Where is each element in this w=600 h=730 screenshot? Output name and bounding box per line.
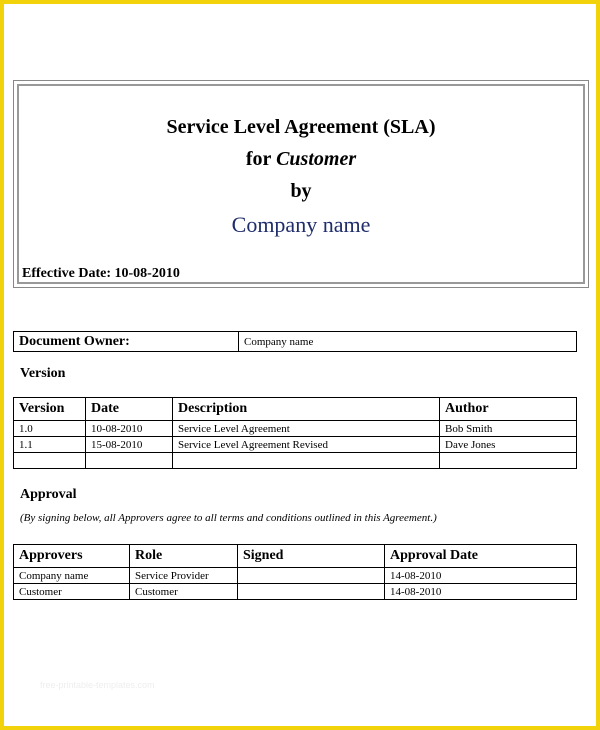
table-cell: Service Level Agreement Revised [173, 437, 440, 453]
title-inner [17, 84, 585, 284]
owner-table [13, 331, 577, 352]
table-cell [440, 453, 577, 469]
table-header-row [14, 545, 577, 568]
table-cell: Service Level Agreement [173, 421, 440, 437]
col-header: Version [14, 398, 86, 421]
table-header-row [14, 398, 577, 421]
table-cell: Company name [14, 568, 130, 584]
table-row [14, 421, 577, 437]
table-cell: 14-08-2010 [385, 568, 577, 584]
col-header: Approval Date [385, 545, 577, 568]
table-row [14, 568, 577, 584]
table-cell: 10-08-2010 [86, 421, 173, 437]
table-cell [14, 453, 86, 469]
table-cell: Bob Smith [440, 421, 577, 437]
table-cell: 1.1 [14, 437, 86, 453]
owner-label: Document Owner: [14, 332, 239, 352]
table-cell [173, 453, 440, 469]
approval-table [13, 544, 577, 600]
table-cell: 1.0 [14, 421, 86, 437]
approval-note: (By signing below, all Approvers agree to all terms and conditions outlined in this Agreement.) [20, 512, 437, 524]
version-heading: Version [20, 366, 66, 381]
doc-title: Service Level Agreement (SLA) [166, 116, 436, 138]
table-cell: Service Provider [130, 568, 238, 584]
table-row [14, 453, 577, 469]
table-cell: Dave Jones [440, 437, 577, 453]
doc-subtitle [19, 148, 583, 171]
company-name: Company name [231, 212, 371, 237]
table-cell [86, 453, 173, 469]
table-cell: Customer [130, 584, 238, 600]
col-header: Date [86, 398, 173, 421]
table-row [14, 584, 577, 600]
col-header: Description [173, 398, 440, 421]
by-label: by [290, 180, 312, 202]
watermark: free-printable-templates.com [40, 680, 155, 690]
owner-value: Company name [239, 332, 577, 352]
signature-cell [238, 568, 385, 584]
table-row [14, 437, 577, 453]
table-cell: 15-08-2010 [86, 437, 173, 453]
approval-heading: Approval [20, 487, 77, 502]
table-cell: 14-08-2010 [385, 584, 577, 600]
table-cell: Customer [14, 584, 130, 600]
signature-cell [238, 584, 385, 600]
col-header: Signed [238, 545, 385, 568]
effective-date: Effective Date: 10-08-2010 [22, 266, 180, 281]
for-label: for [245, 148, 277, 170]
col-header: Author [440, 398, 577, 421]
version-table [13, 397, 577, 469]
col-header: Role [130, 545, 238, 568]
title-box [13, 80, 589, 288]
col-header: Approvers [14, 545, 130, 568]
customer-label: Customer [276, 148, 357, 170]
